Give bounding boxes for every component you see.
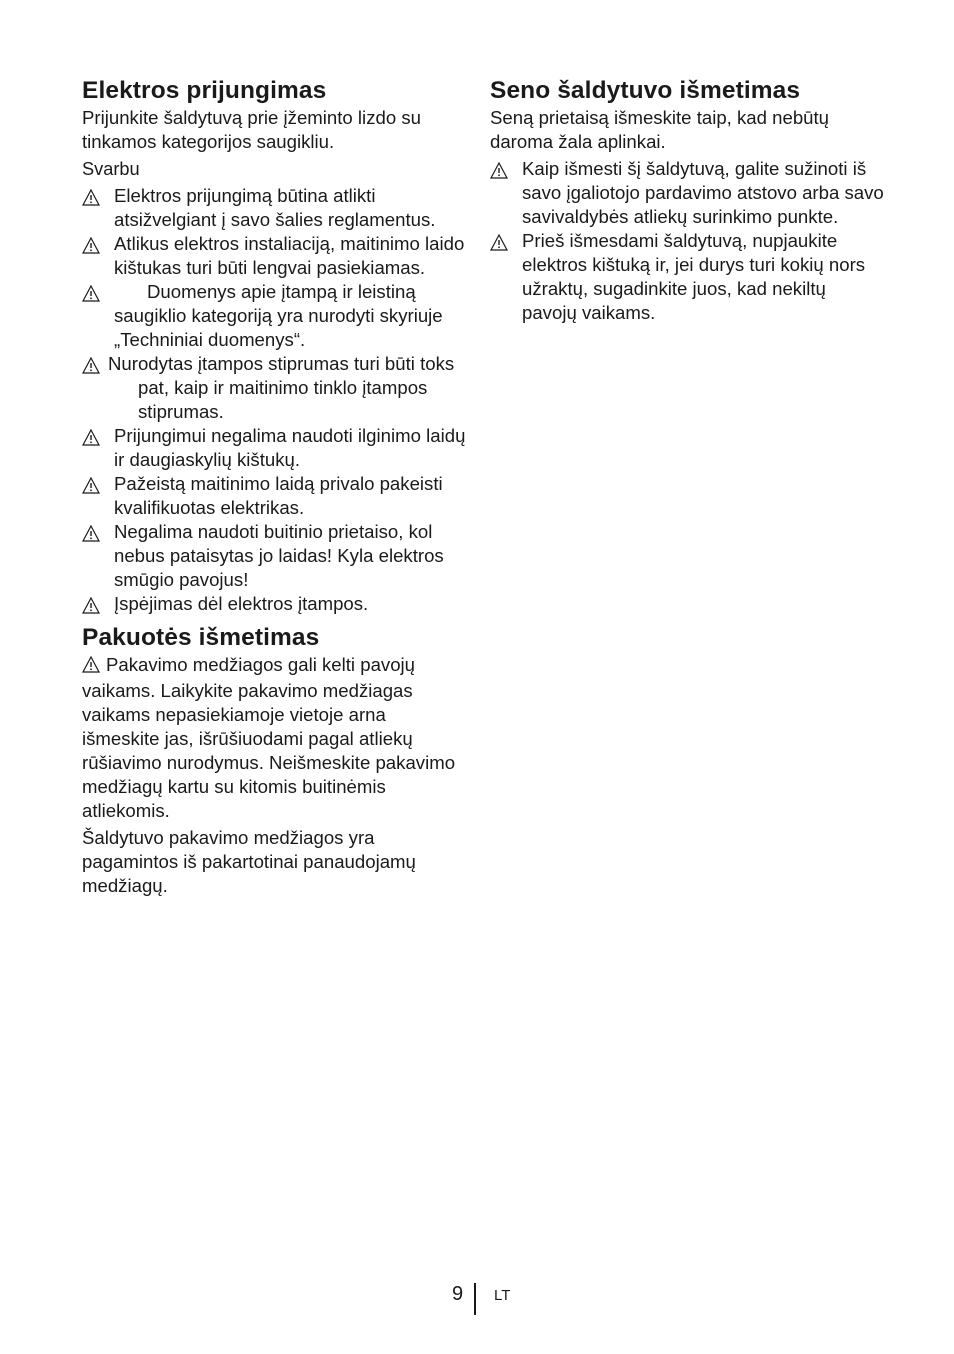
warning-triangle-icon [82,352,108,380]
section-heading-packaging: Pakuotės išmetimas [82,624,320,651]
warning-triangle-icon [82,184,114,212]
packaging-warning [82,653,467,823]
warning-triangle-icon [490,229,522,257]
warning-item [82,424,467,472]
section-heading-disposal: Seno šaldytuvo išmetimas [490,77,801,104]
warning-triangle-icon [82,655,100,679]
warning-text: Prieš išmesdami šaldytuvą, nupjaukite elektros kištuką ir, jei durys turi kokių nors užraktų, sugadinkite juos, kad nekiltų pavojų vaikams. [522,230,866,323]
warning-item [82,352,467,424]
warning-text: Kaip išmesti šį šaldytuvą, galite sužinoti iš savo įgaliotojo pardavimo atstovo arba savo savivaldybės atliekų surinkimo punkte. [522,158,884,227]
section-heading-electrical: Elektros prijungimas [82,77,327,104]
warning-text: Elektros prijungimą būtina atlikti atsižvelgiant į savo šalies reglamentus. [114,185,436,230]
warning-triangle-icon [82,280,114,308]
right-column [490,76,885,325]
warning-text: Įspėjimas dėl elektros įtampos. [114,593,369,614]
warning-triangle-icon [82,232,114,260]
warning-item [82,520,467,592]
warning-triangle-icon [82,592,114,620]
warning-triangle-icon [82,424,114,452]
footer-divider [474,1283,476,1315]
warning-text: Duomenys apie įtampą ir leistiną saugiklio kategoriją yra nurodyti skyriuje „Techniniai duomenys“. [114,281,443,350]
page-footer [0,1281,954,1315]
warning-item [82,232,467,280]
packaging-warning-text: Pakavimo medžiagos gali kelti pavojų vaikams. Laikykite pakavimo medžiagas vaikams nepasiekiamoje vietoje arna išmeskite jas, išrūšiuodami pagal atliekų rūšiavimo nurodymus. Neišmeskite pakavimo medžiagų kartu su kitomis buitinėmis atliekomis. [82,654,456,821]
warning-item [490,229,885,325]
warning-triangle-icon [82,520,114,548]
warning-text: Prijungimui negalima naudoti ilginimo laidų ir daugiaskylių kištukų. [114,425,466,470]
warning-text: Pažeistą maitinimo laidą privalo pakeisti kvalifikuotas elektrikas. [114,473,443,518]
warning-item [82,184,467,232]
warning-text: Nurodytas įtampos stiprumas turi būti toks pat, kaip ir maitinimo tinklo įtampos stiprumas. [108,353,455,422]
warning-item [82,280,467,352]
warning-text: Negalima naudoti buitinio prietaiso, kol nebus pataisytas jo laidas! Kyla elektros smūgio pavojus! [114,521,444,590]
warning-triangle-icon [82,472,114,500]
warning-item [490,157,885,229]
warning-text: Atlikus elektros instaliaciją, maitinimo laido kištukas turi būti lengvai pasiekiamas. [114,233,465,278]
important-label: Svarbu [82,159,140,179]
warning-item [82,592,467,620]
language-code: LT [494,1287,511,1304]
warning-triangle-icon [490,157,522,185]
left-column [82,76,467,901]
page-number: 9 [452,1283,464,1305]
disposal-intro: Seną prietaisą išmeskite taip, kad nebūtų daroma žala aplinkai. [490,107,830,152]
electrical-intro: Prijunkite šaldytuvą prie įžeminto lizdo su tinkamos kategorijos saugikliu. [82,107,421,152]
warning-item [82,472,467,520]
packaging-note: Šaldytuvo pakavimo medžiagos yra pagamintos iš pakartotinai panaudojamų medžiagų. [82,827,416,896]
